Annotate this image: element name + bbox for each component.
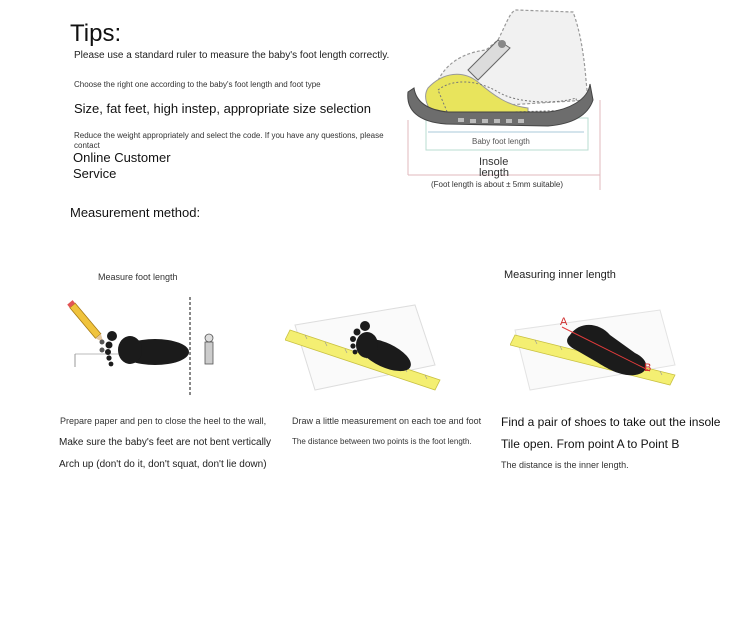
- point-b-label: B: [644, 362, 652, 374]
- caption-mid-2: The distance between two points is the foot length.: [292, 437, 472, 446]
- caption-right-1: Find a pair of shoes to take out the insole: [501, 415, 721, 429]
- tips-line-reduce: Reduce the weight appropriately and select the code. If you have any questions, please contact: [74, 131, 384, 150]
- caption-right-2: Tile open. From point A to Point B: [501, 437, 680, 451]
- tips-line-ruler: Please use a standard ruler to measure the baby's foot length correctly.: [74, 50, 390, 61]
- tips-title: Tips:: [70, 20, 122, 47]
- point-a-label: A: [560, 316, 568, 328]
- caption-right-3: The distance is the inner length.: [501, 460, 629, 470]
- foot-ruler-illustration: [285, 295, 445, 400]
- label-foot-length-note: (Foot length is about ± 5mm suitable): [431, 180, 564, 189]
- insole-ab-illustration: [510, 305, 680, 395]
- label-baby-foot-length: Baby foot length: [472, 137, 530, 146]
- tips-line-service: Online Customer Service: [73, 150, 171, 181]
- tips-line-choose: Choose the right one according to the baby's foot length and foot type: [74, 80, 321, 89]
- caption-mid-1: Draw a little measurement on each toe and foot: [292, 416, 482, 426]
- measuring-inner-length-title: Measuring inner length: [504, 269, 616, 281]
- caption-left-1: Prepare paper and pen to close the heel to the wall,: [60, 416, 267, 426]
- label-insole-length: Insole length: [479, 156, 509, 179]
- caption-left-3: Arch up (don't do it, don't squat, don't lie down): [59, 459, 267, 470]
- measurement-heading: Measurement method:: [70, 205, 201, 220]
- tips-line-size: Size, fat feet, high instep, appropriate size selection: [74, 101, 372, 116]
- caption-left-2: Make sure the baby's feet are not bent vertically: [59, 437, 272, 448]
- foot-wall-illustration: [55, 292, 225, 402]
- measure-foot-length-title: Measure foot length: [98, 272, 178, 282]
